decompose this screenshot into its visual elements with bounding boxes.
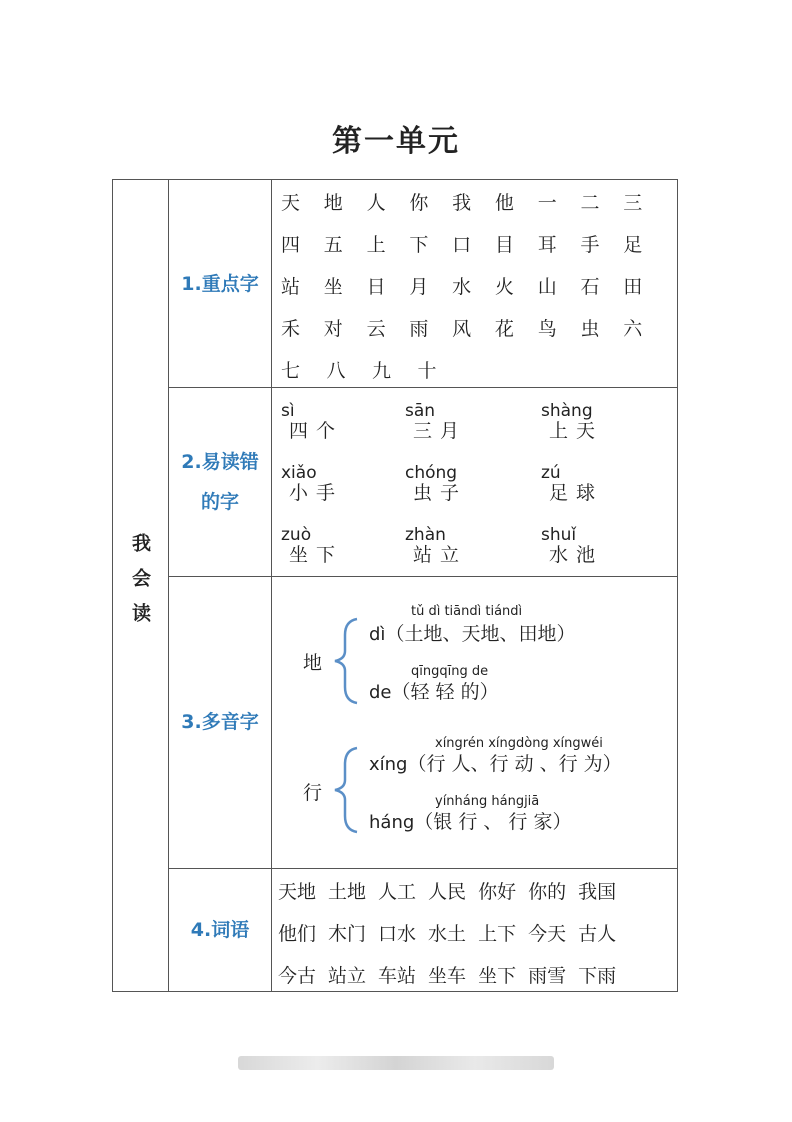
reading-hang bbox=[369, 807, 571, 834]
misread-hanzi: 坐下 bbox=[289, 544, 344, 566]
misread-hanzi: 小手 bbox=[289, 482, 344, 504]
words-row bbox=[278, 953, 678, 995]
section-label-key-chars bbox=[169, 180, 271, 387]
misread-pinyin: zuò bbox=[281, 525, 312, 545]
key-char: 十 bbox=[417, 359, 437, 382]
key-chars-row bbox=[278, 306, 663, 348]
misread-label-line1: 2.易读错 bbox=[181, 450, 259, 473]
key-char: 雨 bbox=[409, 317, 429, 340]
annotation-de: qīngqīng de bbox=[411, 664, 489, 679]
misread-pinyin: shuǐ bbox=[541, 525, 577, 545]
misread-label-line2: 的字 bbox=[200, 490, 239, 513]
key-char: 坐 bbox=[323, 275, 343, 298]
word-item: 今天 bbox=[528, 922, 567, 945]
side-label-text: 我会读 bbox=[129, 533, 151, 638]
reading-xing-words: （行 人、行 动 、行 为） bbox=[407, 753, 622, 775]
misread-hanzi: 四个 bbox=[289, 420, 344, 442]
key-chars-row bbox=[278, 264, 663, 306]
key-char: 七 bbox=[281, 359, 301, 382]
misread-pinyin: zhàn bbox=[405, 525, 446, 545]
word-item: 坐车 bbox=[428, 964, 467, 987]
key-char: 足 bbox=[623, 233, 643, 256]
misread-hanzi: 虫子 bbox=[413, 482, 468, 504]
word-item: 车站 bbox=[378, 964, 417, 987]
reading-de-pinyin: de bbox=[369, 682, 392, 703]
misread-item bbox=[405, 402, 467, 442]
misread-item bbox=[281, 464, 343, 504]
word-item: 人工 bbox=[378, 880, 417, 903]
reading-di-words: （土地、天地、田地） bbox=[385, 623, 576, 645]
key-char: 风 bbox=[452, 317, 472, 340]
misread-pinyin: chóng bbox=[405, 463, 458, 483]
reading-xing bbox=[369, 749, 622, 776]
word-item: 水土 bbox=[428, 922, 467, 945]
words-label: 4.词语 bbox=[190, 919, 250, 941]
misread-hanzi: 水池 bbox=[549, 544, 604, 566]
key-chars-label: 1.重点字 bbox=[181, 272, 259, 295]
key-char: 鸟 bbox=[537, 317, 557, 340]
brace-icon bbox=[331, 746, 361, 834]
annotation-xing: xíngrén xíngdòng xíngwéi bbox=[435, 736, 603, 751]
polyphone-char-di: 地 bbox=[303, 652, 323, 674]
word-item: 站立 bbox=[328, 964, 367, 987]
key-char: 田 bbox=[623, 275, 643, 298]
reading-de bbox=[369, 677, 499, 704]
reading-di-pinyin: dì bbox=[369, 624, 386, 645]
reading-de-words: （轻 轻 的） bbox=[391, 681, 499, 703]
word-item: 土地 bbox=[328, 880, 367, 903]
key-chars-row bbox=[278, 222, 663, 264]
annotation-hang: yínháng hángjiā bbox=[435, 794, 540, 809]
key-char: 二 bbox=[580, 191, 600, 214]
key-char: 火 bbox=[494, 275, 514, 298]
key-char: 下 bbox=[409, 233, 429, 256]
misread-item bbox=[405, 526, 467, 566]
key-char: 人 bbox=[366, 191, 386, 214]
word-item: 雨雪 bbox=[528, 964, 567, 987]
section-label-words bbox=[169, 868, 271, 992]
key-char: 站 bbox=[281, 275, 301, 298]
key-char: 虫 bbox=[580, 317, 600, 340]
word-item: 我国 bbox=[578, 880, 617, 903]
words-row bbox=[278, 911, 678, 953]
key-char: 花 bbox=[494, 317, 514, 340]
misread-pinyin: shàng bbox=[541, 401, 593, 421]
section-label-misread bbox=[169, 387, 271, 576]
misread-hanzi: 站立 bbox=[413, 544, 468, 566]
misread-pinyin: sì bbox=[281, 401, 295, 421]
misread-item bbox=[541, 464, 603, 504]
key-char: 禾 bbox=[281, 317, 301, 340]
word-item: 木门 bbox=[328, 922, 367, 945]
key-char: 你 bbox=[409, 191, 429, 214]
key-char: 上 bbox=[366, 233, 386, 256]
misread-hanzi: 三月 bbox=[413, 420, 468, 442]
word-item: 你好 bbox=[478, 880, 517, 903]
key-char: 三 bbox=[623, 191, 643, 214]
key-char: 月 bbox=[409, 275, 429, 298]
annotation-di: tǔ dì tiāndì tiándì bbox=[411, 604, 523, 619]
key-char: 他 bbox=[494, 191, 514, 214]
misread-item bbox=[281, 402, 343, 442]
word-item: 天地 bbox=[278, 880, 317, 903]
words-grid bbox=[278, 869, 678, 995]
content-table bbox=[112, 179, 678, 992]
word-item: 上下 bbox=[478, 922, 517, 945]
misread-hanzi: 上天 bbox=[549, 420, 604, 442]
word-item: 他们 bbox=[278, 922, 317, 945]
misread-item bbox=[541, 402, 603, 442]
blurred-footer bbox=[238, 1056, 554, 1070]
misread-pinyin: zú bbox=[541, 463, 561, 483]
polyphone-char-xing: 行 bbox=[303, 782, 323, 804]
word-item: 古人 bbox=[578, 922, 617, 945]
reading-hang-words: （银 行 、 行 家） bbox=[414, 811, 572, 833]
key-char: 四 bbox=[281, 233, 301, 256]
key-char: 六 bbox=[623, 317, 643, 340]
misread-pinyin: xiǎo bbox=[281, 463, 317, 483]
key-char: 八 bbox=[326, 359, 346, 382]
key-char: 口 bbox=[452, 233, 472, 256]
key-chars-grid bbox=[278, 180, 663, 390]
key-char: 天 bbox=[281, 191, 301, 214]
word-item: 今古 bbox=[278, 964, 317, 987]
reading-di bbox=[369, 619, 575, 646]
word-item: 人民 bbox=[428, 880, 467, 903]
key-char: 耳 bbox=[537, 233, 557, 256]
word-item: 下雨 bbox=[578, 964, 617, 987]
key-chars-row bbox=[278, 348, 663, 390]
words-row bbox=[278, 869, 678, 911]
word-item: 口水 bbox=[378, 922, 417, 945]
misread-item bbox=[541, 526, 603, 566]
key-char: 五 bbox=[323, 233, 343, 256]
key-char: 水 bbox=[452, 275, 472, 298]
key-char: 日 bbox=[366, 275, 386, 298]
key-char: 对 bbox=[323, 317, 343, 340]
key-char: 石 bbox=[580, 275, 600, 298]
side-label bbox=[113, 180, 168, 991]
misread-item bbox=[405, 464, 467, 504]
misread-pinyin: sān bbox=[405, 401, 436, 421]
polyphone-label: 3.多音字 bbox=[181, 711, 259, 733]
brace-icon bbox=[331, 617, 361, 705]
key-char: 云 bbox=[366, 317, 386, 340]
key-chars-row bbox=[278, 180, 663, 222]
key-char: 山 bbox=[537, 275, 557, 298]
key-char: 手 bbox=[580, 233, 600, 256]
key-char: 一 bbox=[537, 191, 557, 214]
reading-hang-pinyin: háng bbox=[369, 812, 415, 833]
key-char: 九 bbox=[372, 359, 392, 382]
key-char: 我 bbox=[452, 191, 472, 214]
misread-item bbox=[281, 526, 343, 566]
page-title: 第一单元 bbox=[332, 124, 460, 159]
word-item: 你的 bbox=[528, 880, 567, 903]
word-item: 坐下 bbox=[478, 964, 517, 987]
key-char: 地 bbox=[323, 191, 343, 214]
misread-hanzi: 足球 bbox=[549, 482, 604, 504]
key-char: 目 bbox=[494, 233, 514, 256]
reading-xing-pinyin: xíng bbox=[369, 754, 408, 775]
section-label-polyphone bbox=[169, 576, 271, 868]
